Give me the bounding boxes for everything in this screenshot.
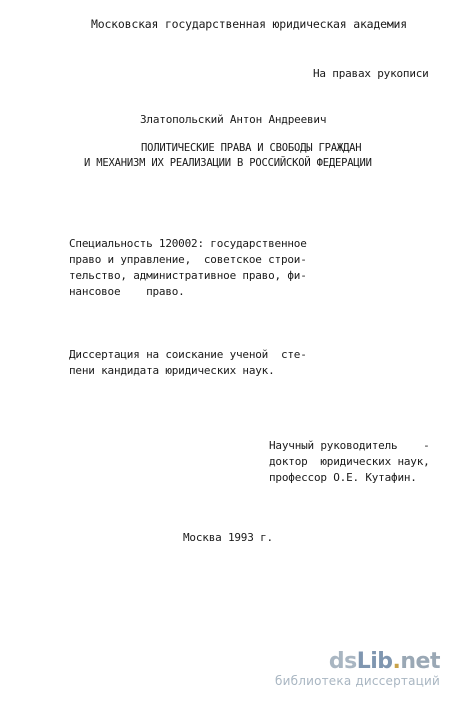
- specialty-line-3: тельство, административное право, фи-: [69, 269, 307, 282]
- supervisor-line-1: Научный руководитель -: [269, 439, 430, 452]
- dslib-watermark: [275, 650, 440, 688]
- specialty-line-1: Специальность 120002: государственное: [69, 237, 307, 250]
- supervisor-line-2: доктор юридических наук,: [269, 455, 430, 468]
- supervisor-line-3: профессор О.Е. Кутафин.: [269, 471, 417, 484]
- watermark-brand: [275, 650, 440, 674]
- author-name: Златопольский Антон Андреевич: [140, 113, 327, 126]
- watermark-brand-dot: .: [392, 649, 401, 674]
- degree-line-1: Диссертация на соискание ученой сте-: [69, 348, 307, 361]
- watermark-subtitle: библиотека диссертаций: [275, 674, 440, 688]
- title-line-2: И МЕХАНИЗМ ИХ РЕАЛИЗАЦИИ В РОССИЙСКОЙ ФЕДЕРАЦИИ: [84, 157, 372, 169]
- manuscript-rights-note: На правах рукописи: [313, 67, 429, 80]
- title-line-1: ПОЛИТИЧЕСКИЕ ПРАВА И СВОБОДЫ ГРАЖДАН: [141, 142, 362, 154]
- institution-name: Московская государственная юридическая академия: [91, 17, 408, 31]
- specialty-line-2: право и управление, советское строи-: [69, 253, 307, 266]
- specialty-line-4: нансовое право.: [69, 285, 185, 298]
- watermark-brand-lib: Lib: [356, 649, 393, 674]
- degree-line-2: пени кандидата юридических наук.: [69, 364, 275, 377]
- watermark-brand-ds: ds: [328, 649, 357, 674]
- place-and-year: Москва 1993 г.: [183, 531, 273, 544]
- watermark-brand-net: net: [400, 649, 440, 674]
